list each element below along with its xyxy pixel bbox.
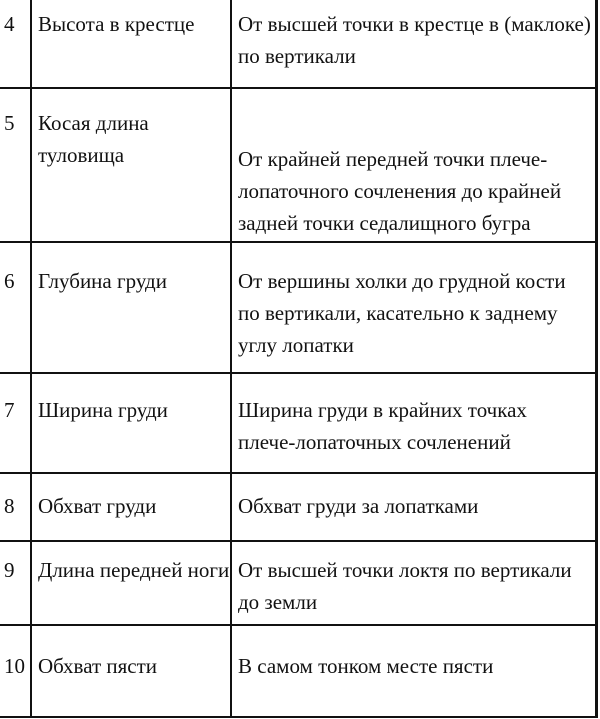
measurement-name xyxy=(31,0,231,88)
row-number: 5 xyxy=(0,88,31,242)
description-line: От вершины холки до грудной кости xyxy=(238,269,566,293)
description-line: От высшей точки в крестце в (маклоке) xyxy=(238,12,591,36)
description-line: лопаточного сочленения до крайней xyxy=(238,179,562,203)
name-line: туловища xyxy=(38,143,125,167)
name-line: Ширина груди xyxy=(38,398,168,422)
measurement-description xyxy=(231,373,596,473)
description-line: плече-лопаточных сочленений xyxy=(238,430,511,454)
measurement-name xyxy=(31,88,231,242)
row-number: 9 xyxy=(0,541,31,625)
description-line: задней точки седалищного бугра xyxy=(238,211,531,235)
description-line: по вертикали, касательно к заднему xyxy=(238,301,558,325)
measurement-description xyxy=(231,625,596,717)
name-line: Обхват груди xyxy=(38,494,157,518)
measurement-name xyxy=(31,373,231,473)
measurement-name xyxy=(31,473,231,541)
row-number: 10 xyxy=(0,625,31,717)
measurement-description xyxy=(231,473,596,541)
table-row xyxy=(0,625,596,717)
table-row xyxy=(0,0,596,88)
table-row xyxy=(0,242,596,373)
name-line: Высота в крестце xyxy=(38,12,195,36)
row-number: 6 xyxy=(0,242,31,373)
description-line: по вертикали xyxy=(238,44,356,68)
table-row xyxy=(0,541,596,625)
description-line: Ширина груди в крайних точках xyxy=(238,398,527,422)
measurement-name xyxy=(31,242,231,373)
description-line: до земли xyxy=(238,590,318,614)
measurement-description xyxy=(231,88,596,242)
description-line: углу лопатки xyxy=(238,333,354,357)
name-line: Косая длина xyxy=(38,111,149,135)
table-row xyxy=(0,473,596,541)
measurement-name xyxy=(31,541,231,625)
description-line: В самом тонком месте пясти xyxy=(238,654,494,678)
name-line: Глубина груди xyxy=(38,269,167,293)
row-number: 4 xyxy=(0,0,31,88)
measurement-description xyxy=(231,541,596,625)
table-row xyxy=(0,88,596,242)
measurement-description xyxy=(231,242,596,373)
name-line: Длина передней ноги xyxy=(38,558,230,582)
description-line: От высшей точки локтя по вертикали xyxy=(238,558,572,582)
description-line: От крайней передней точки плече- xyxy=(238,147,548,171)
table-row xyxy=(0,373,596,473)
measurement-description xyxy=(231,0,596,88)
measurement-name xyxy=(31,625,231,717)
row-number: 7 xyxy=(0,373,31,473)
row-number: 8 xyxy=(0,473,31,541)
name-line: Обхват пясти xyxy=(38,654,158,678)
description-line: Обхват груди за лопатками xyxy=(238,494,479,518)
